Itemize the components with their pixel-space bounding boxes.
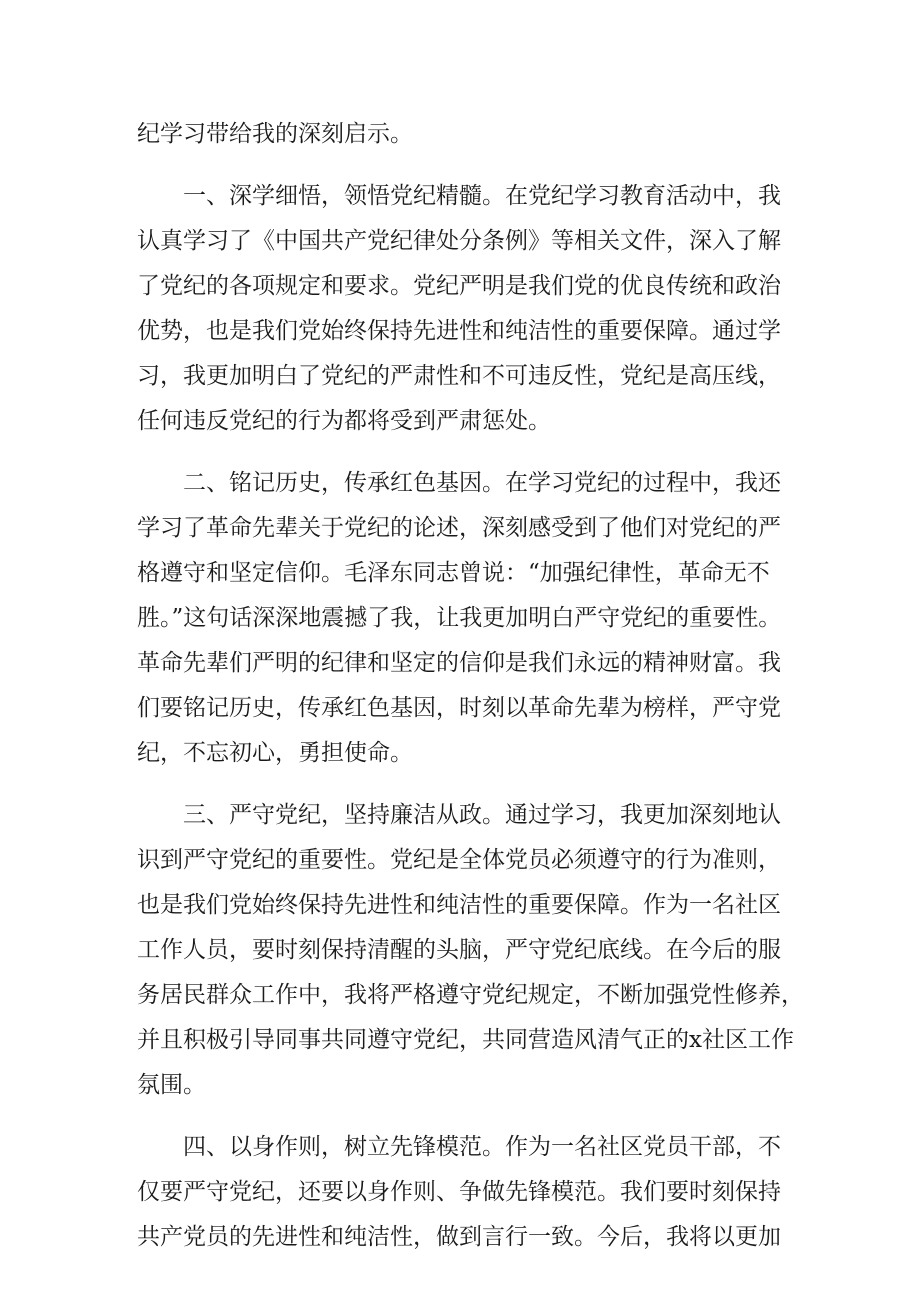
text-line: 工作人员，要时刻保持清醒的头脑，严守党纪底线。在今后的服 (137, 937, 781, 963)
text-line: 三、严守党纪，坚持廉洁从政。通过学习，我更加深刻地认 (183, 802, 781, 828)
text-line: 胜。”这句话深深地震撼了我，让我更加明白严守党纪的重要性。 (137, 605, 782, 631)
text-line: 格遵守和坚定信仰。毛泽东同志曾说：“加强纪律性，革命无不 (137, 560, 770, 586)
text-line: 氛围。 (137, 1072, 206, 1098)
text-line: 共产党员的先进性和纯洁性，做到言行一致。今后，我将以更加 (137, 1224, 781, 1250)
text-line: 了党纪的各项规定和要求。党纪严明是我们党的优良传统和政治 (137, 273, 781, 299)
text-line: 认真学习了《中国共产党纪律处分条例》等相关文件，深入了解 (137, 228, 781, 254)
text-line: 革命先辈们严明的纪律和坚定的信仰是我们永远的精神财富。我 (137, 650, 781, 676)
text-line: 识到严守党纪的重要性。党纪是全体党员必须遵守的行为准则， (137, 847, 781, 873)
text-line: 纪，不忘初心，勇担使命。 (137, 740, 413, 766)
paragraph-section-3 (137, 793, 804, 1108)
text-line: 任何违反党纪的行为都将受到严肃惩处。 (137, 408, 551, 434)
paragraph-continuation (137, 112, 797, 157)
text-line: 仅要严守党纪，还要以身作则、争做先锋模范。我们要时刻保持 (137, 1179, 781, 1205)
text-line: 优势，也是我们党始终保持先进性和纯洁性的重要保障。通过学 (137, 318, 781, 344)
text-line: 并且积极引导同事共同遵守党纪，共同营造风清气正的x社区工作 (137, 1027, 794, 1053)
text-line: 一、深学细悟，领悟党纪精髓。在党纪学习教育活动中，我 (183, 183, 781, 209)
text-line: 们要铭记历史，传承红色基因，时刻以革命先辈为榜样，严守党 (137, 695, 781, 721)
paragraph-section-4 (137, 1125, 797, 1260)
document-body (137, 112, 804, 1260)
text-line: 纪学习带给我的深刻启示。 (137, 121, 413, 147)
text-line: 四、以身作则，树立先锋模范。作为一名社区党员干部，不 (183, 1134, 781, 1160)
text-line: 也是我们党始终保持先进性和纯洁性的重要保障。作为一名社区 (137, 892, 781, 918)
text-line: 习，我更加明白了党纪的严肃性和不可违反性，党纪是高压线， (137, 363, 781, 389)
paragraph-section-1 (137, 174, 797, 444)
paragraph-section-2 (137, 461, 797, 776)
text-line: 二、铭记历史，传承红色基因。在学习党纪的过程中，我还 (183, 470, 781, 496)
text-line: 务居民群众工作中，我将严格遵守党纪规定，不断加强党性修养， (137, 982, 804, 1008)
text-line: 学习了革命先辈关于党纪的论述，深刻感受到了他们对党纪的严 (137, 515, 781, 541)
